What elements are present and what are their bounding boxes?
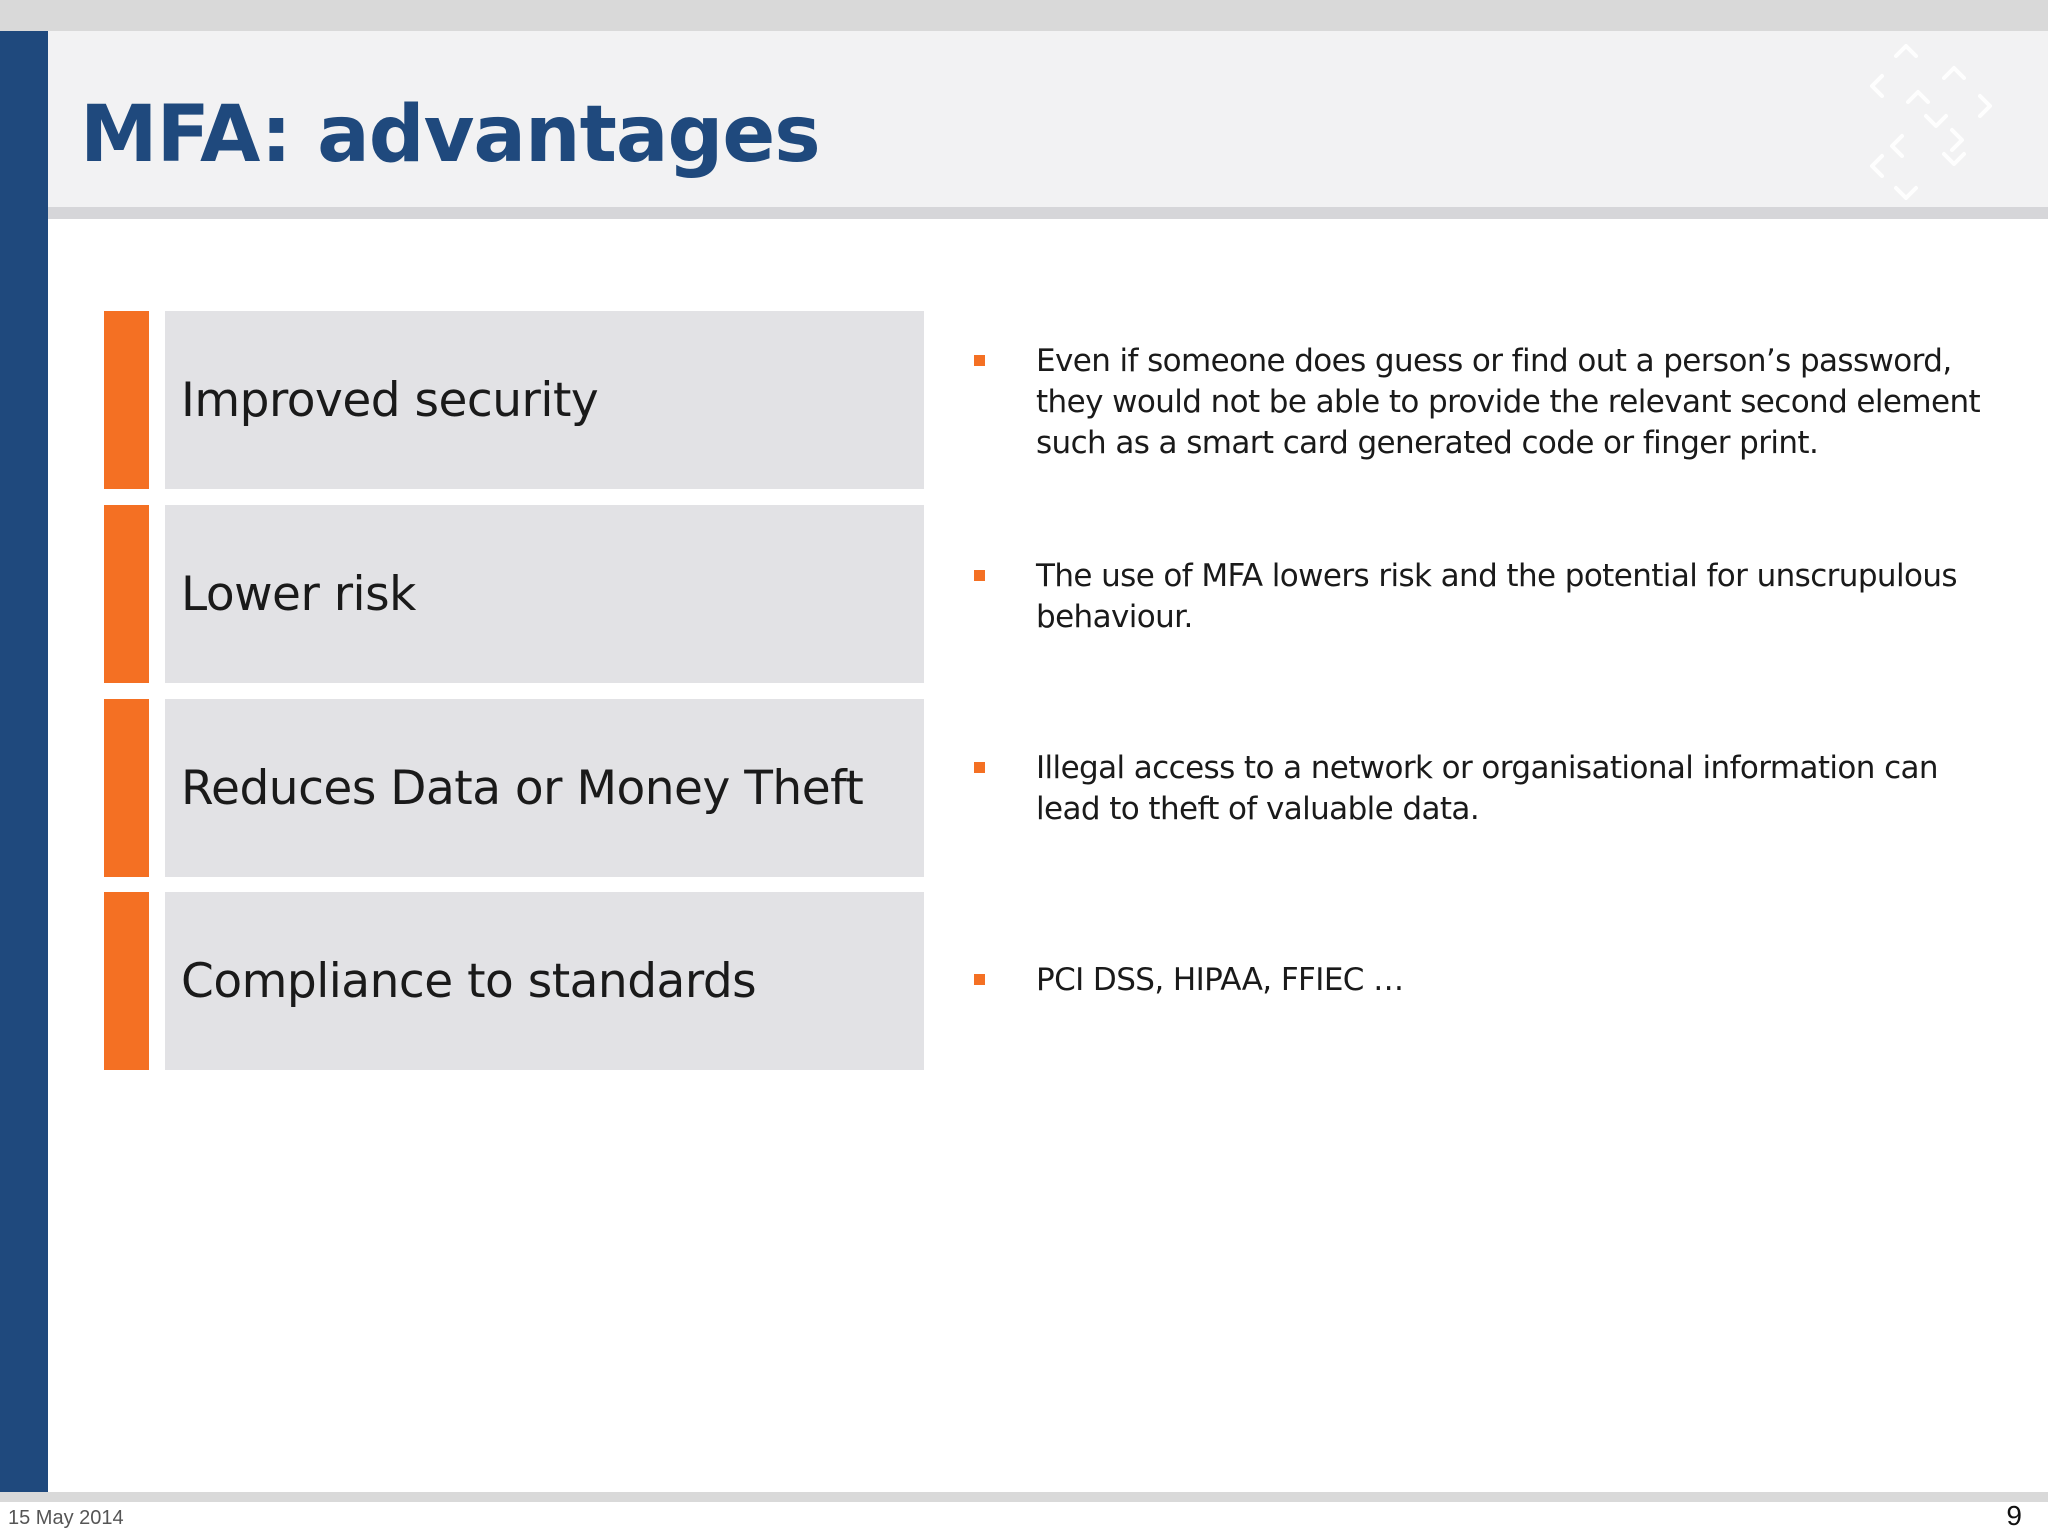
footer-divider xyxy=(0,1492,2048,1502)
page-number: 9 xyxy=(2006,1500,2022,1531)
advantage-label-box xyxy=(165,505,924,683)
slide-date: 15 May 2014 xyxy=(8,1507,124,1529)
bullet-text: Even if someone does guess or find out a person’s password, they would not be able to provide the relevant second element such as a smart card generated code or finger print. xyxy=(1036,343,1981,461)
orange-accent-bar xyxy=(104,505,149,683)
bullet-text: Illegal access to a network or organisational information can lead to theft of valuable data. xyxy=(1036,750,1938,827)
advantage-label: Lower risk xyxy=(181,566,416,622)
square-bullet-icon xyxy=(974,762,985,773)
advantage-label-box xyxy=(165,699,924,877)
square-bullet-icon xyxy=(974,974,985,985)
orange-accent-bar xyxy=(104,311,149,489)
bullet-text: PCI DSS, HIPAA, FFIEC … xyxy=(1036,962,1404,998)
advantage-row-improved-security xyxy=(104,311,924,489)
orange-accent-bar xyxy=(104,892,149,1070)
advantage-row-compliance xyxy=(104,892,924,1070)
advantage-row-reduces-theft xyxy=(104,699,924,877)
left-brand-bar xyxy=(0,31,48,1492)
advantage-label: Improved security xyxy=(181,372,599,428)
orange-accent-bar xyxy=(104,699,149,877)
square-bullet-icon xyxy=(974,570,985,581)
bullet-text: The use of MFA lowers risk and the potential for unscrupulous behaviour. xyxy=(1036,558,1957,635)
top-strip xyxy=(0,0,2048,31)
advantage-row-lower-risk xyxy=(104,505,924,683)
advantage-label: Reduces Data or Money Theft xyxy=(181,760,864,816)
advantage-label-box xyxy=(165,892,924,1070)
corner-brackets-logo-icon xyxy=(1868,38,2000,206)
header-divider xyxy=(48,207,2048,219)
advantage-label-box xyxy=(165,311,924,489)
advantage-label: Compliance to standards xyxy=(181,953,757,1009)
square-bullet-icon xyxy=(974,355,985,366)
slide-title: MFA: advantages xyxy=(80,90,820,180)
